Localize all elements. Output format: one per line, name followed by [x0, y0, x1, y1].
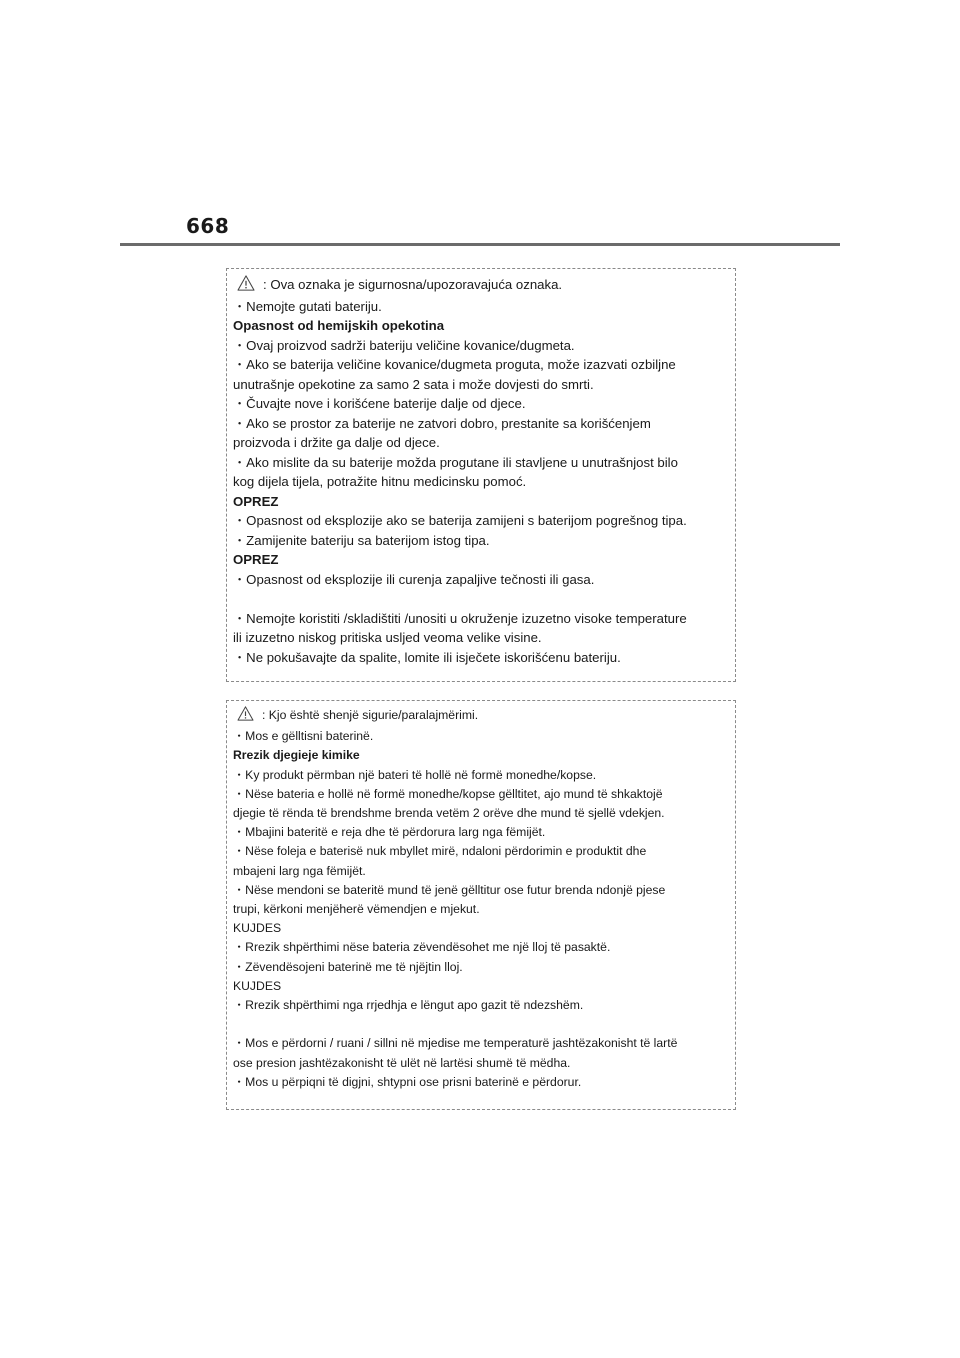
sq-text: Rrezik djegieje kimike: [233, 748, 360, 763]
sq-text-line: [233, 1054, 735, 1073]
sq-text: djegie të rënda të brendshme brenda vetëm 2 orëve dhe mund të sjellë vdekjen.: [233, 806, 665, 821]
sq-text: ・Mos e përdorni / ruani / sillni në mjedise me temperaturë jashtëzakonisht të lartë: [233, 1036, 678, 1051]
hr-text-line: [233, 648, 735, 668]
hr-text: ・Ako se baterija veličine kovanice/dugmeta proguta, može izazvati ozbiljne: [233, 357, 676, 372]
sq-text: ・Nëse foleja e baterisë nuk mbyllet mirë, ndaloni përdorimin e produktit dhe: [233, 844, 647, 859]
sq-text: ・Mos u përpiqni të digjni, shtypni ose prisni baterinë e përdorur.: [233, 1074, 582, 1089]
hr-text-line: [233, 355, 735, 375]
sq-text: KUJDES: [233, 978, 282, 993]
hr-spacer: [233, 589, 735, 609]
sq-heading: [233, 746, 735, 765]
hr-text-line: [233, 570, 735, 590]
page-number: 668: [186, 214, 230, 238]
hr-heading: [233, 492, 735, 512]
hr-text-line: [233, 414, 735, 434]
hr-text-line: [233, 531, 735, 551]
warning-triangle-icon: [237, 275, 255, 297]
hr-text-line: [233, 275, 735, 297]
hr-text-line: [233, 609, 735, 629]
hr-text: ili izuzetno niskog pritiska usljed veoma velike visine.: [233, 630, 542, 645]
hr-text: ・Opasnost od eksplozije ako se baterija zamijeni s baterijom pogrešnog tipa.: [233, 513, 687, 528]
hr-text: unutrašnje opekotine za samo 2 sata i može dovjesti do smrti.: [233, 376, 594, 392]
sq-text: ・Rrezik shpërthimi nëse bateria zëvendësohet me një lloj të pasaktë.: [233, 940, 611, 955]
sq-text-line: [233, 900, 735, 919]
sq-spacer: [233, 1015, 735, 1034]
sq-text: ・Mbajini bateritë e reja dhe të përdorura larg nga fëmijët.: [233, 825, 546, 840]
hr-text: ・Ovaj proizvod sadrži bateriju veličine kovanice/dugmeta.: [233, 337, 575, 353]
sq-text-line: [233, 823, 735, 842]
hr-text: ・Opasnost od eksplozije ili curenja zapaljive tečnosti ili gasa.: [233, 571, 595, 587]
hr-text-line: [233, 628, 735, 648]
sq-text: ・Mos e gëlltisni baterinë.: [233, 729, 374, 744]
sq-text: ose presion jashtëzakonisht të ulët në lartësi shumë të mëdha.: [233, 1055, 571, 1070]
hr-text-line: [233, 511, 735, 531]
sq-text-line: [233, 977, 735, 996]
sq-text-line: [233, 938, 735, 957]
hr-text-line: [233, 375, 735, 395]
sq-text-line: [233, 862, 735, 881]
hr-text: ・Ako mislite da su baterije možda progutane ili stavljene u unutrašnjost bilo: [233, 454, 678, 470]
header-rule: [120, 243, 840, 246]
sq-text: ・Nëse mendoni se bateritë mund të jenë gëlltitur ose futur brenda ndonjë pjese: [233, 882, 666, 897]
hr-text: : Ova oznaka je sigurnosna/upozoravajuća oznaka.: [263, 277, 563, 292]
hr-text: ・Nemojte koristiti /skladištiti /unositi u okruženje izuzetno visoke temperature: [233, 610, 687, 626]
sq-text-line: [233, 727, 735, 746]
sq-text: ・Zëvendësojeni baterinë me të njëjtin lloj.: [233, 959, 463, 974]
sq-text: ・Rrezik shpërthimi nga rrjedhja e lëngut apo gazit të ndezshëm.: [233, 998, 584, 1013]
sq-text: ・Nëse bateria e hollë në formë monedhe/kopse gëlltitet, ajo mund të shkaktojë: [233, 786, 663, 801]
sq-text-line: [233, 996, 735, 1015]
hr-text: OPREZ: [233, 552, 279, 567]
hr-text: ・Ako se prostor za baterije ne zatvori dobro, prestanite sa korišćenjem: [233, 415, 651, 431]
sq-text: mbajeni larg nga fëmijët.: [233, 863, 366, 878]
hr-heading: [233, 316, 735, 336]
hr-text-line: [233, 297, 735, 317]
hr-text: ・Nemojte gutati bateriju.: [233, 298, 382, 314]
hr-text: proizvoda i držite ga dalje od djece.: [233, 435, 440, 450]
sq-text-line: [233, 766, 735, 785]
hr-text-line: [233, 472, 735, 492]
sq-text-line: [233, 1034, 735, 1053]
sq-text: : Kjo është shenjë sigurie/paralajmërimi.: [262, 708, 479, 722]
sq-text-line: [233, 919, 735, 938]
hr-text: kog dijela tijela, potražite hitnu medicinsku pomoć.: [233, 474, 527, 489]
sq-text: trupi, kërkoni menjëherë vëmendjen e mjekut.: [233, 902, 480, 917]
hr-text: ・Čuvajte nove i korišćene baterije dalje od djece.: [233, 396, 526, 411]
hr-heading: [233, 550, 735, 570]
warning-triangle-icon: [237, 706, 254, 727]
sq-text-line: [233, 785, 735, 804]
albanian-warning-box: [226, 700, 736, 1110]
sq-text-line: [233, 1073, 735, 1092]
hr-text-line: [233, 433, 735, 453]
hr-text: ・Zamijenite bateriju sa baterijom istog tipa.: [233, 532, 490, 548]
hr-text-line: [233, 453, 735, 473]
hr-text-line: [233, 394, 735, 414]
hr-text: Opasnost od hemijskih opekotina: [233, 318, 445, 333]
sq-text-line: [233, 881, 735, 900]
sq-text-line: [233, 706, 735, 727]
hr-text-line: [233, 336, 735, 356]
sq-text-line: [233, 842, 735, 861]
hr-text: ・Ne pokušavajte da spalite, lomite ili isječete iskorišćenu bateriju.: [233, 649, 621, 665]
sq-text: KUJDES: [233, 921, 282, 936]
sq-text: ・Ky produkt përmban një bateri të hollë në formë monedhe/kopse.: [233, 767, 597, 782]
hr-text: OPREZ: [233, 493, 279, 509]
croatian-warning-box: [226, 268, 736, 682]
sq-text-line: [233, 804, 735, 823]
sq-text-line: [233, 958, 735, 977]
